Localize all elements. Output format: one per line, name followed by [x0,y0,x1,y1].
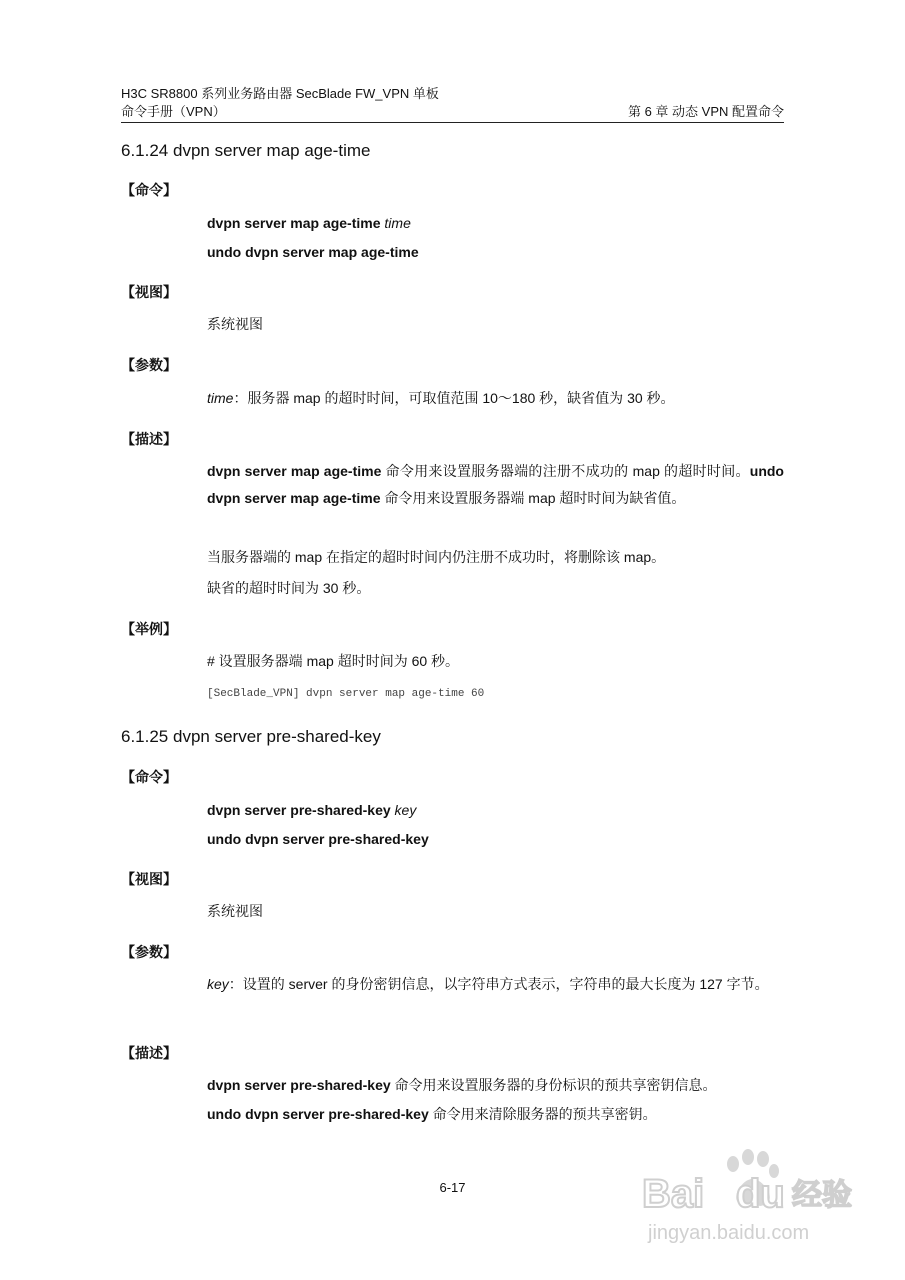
command-argument: key [394,802,417,818]
view-label: 【视图】 [121,284,177,300]
page-header [121,85,784,121]
command-label: 【命令】 [121,182,177,198]
page-number: 6-17 [439,1180,466,1195]
section-title-age-time: 6.1.24 dvpn server map age-time [121,141,371,160]
undo-command-syntax [207,239,784,266]
description-text: 命令用来设置服务器的身份标识的预共享密钥信息。 [390,1077,717,1093]
example-code: [SecBlade_VPN] dvpn server map age-time 60 [207,688,485,700]
description-paragraph-1 [207,1072,784,1099]
parameter-label: 【参数】 [121,944,177,960]
svg-text:经验: 经验 [792,1178,852,1213]
header-divider [121,122,784,123]
view-text: 系统视图 [207,316,263,332]
description-undo-keyword: undo dvpn server map age-time [207,463,784,506]
view-text: 系统视图 [207,903,263,919]
description-paragraph-3: 缺省的超时时间为 30 秒。 [207,580,371,596]
svg-text:du: du [736,1172,785,1216]
description-paragraph-2: 当服务器端的 map 在指定的超时时间内仍注册不成功时，将删除该 map。 [207,549,666,565]
header-doc-title: H3C SR8800 系列业务路由器 SecBlade FW_VPN 单板 [121,86,439,101]
parameter-name: time [207,390,234,406]
description-paragraph-1 [207,458,784,512]
parameter-text: ：服务器 map 的超时时间，可取值范围 10～180 秒，缺省值为 30 秒。 [233,390,675,406]
description-undo-text: 命令用来设置服务器端 map 超时时间为缺省值。 [380,490,686,506]
description-keyword: dvpn server pre-shared-key [207,1077,391,1093]
command-argument: time [384,215,411,231]
view-label: 【视图】 [121,871,177,887]
header-manual-name: 命令手册（VPN） [121,104,226,119]
parameter-description [207,385,784,412]
description-label: 【描述】 [121,1045,177,1061]
description-keyword: dvpn server map age-time [207,463,382,479]
parameter-label: 【参数】 [121,357,177,373]
header-line-1 [121,85,784,103]
svg-text:jingyan.baidu.com: jingyan.baidu.com [648,1222,810,1244]
example-text: # 设置服务器端 map 超时时间为 60 秒。 [207,653,460,669]
undo-command-syntax [207,826,784,853]
command-label: 【命令】 [121,769,177,785]
description-text: 命令用来设置服务器端的注册不成功的 map 的超时时间。 [381,463,750,479]
command-syntax [207,797,784,824]
parameter-name: key [207,976,229,992]
parameter-text: ：设置的 server 的身份密钥信息，以字符串方式表示，字符串的最大长度为 127 字节。 [228,976,769,992]
command-keyword: dvpn server map age-time [207,215,381,231]
section-title-pre-shared-key: 6.1.25 dvpn server pre-shared-key [121,727,381,746]
description-undo-text: 命令用来清除服务器的预共享密钥。 [428,1106,657,1122]
undo-command-keyword: undo dvpn server pre-shared-key [207,831,429,847]
command-syntax [207,210,784,237]
parameter-description [207,971,784,998]
example-label: 【举例】 [121,621,177,637]
description-label: 【描述】 [121,431,177,447]
header-chapter: 第 6 章 动态 VPN 配置命令 [627,104,784,119]
command-keyword: dvpn server pre-shared-key [207,802,391,818]
description-undo-keyword: undo dvpn server pre-shared-key [207,1106,429,1122]
undo-command-keyword: undo dvpn server map age-time [207,244,419,260]
header-line-2 [121,103,784,121]
description-paragraph-2 [207,1101,784,1128]
baidu-watermark-logo [640,1145,870,1255]
svg-text:Bai: Bai [642,1172,705,1216]
